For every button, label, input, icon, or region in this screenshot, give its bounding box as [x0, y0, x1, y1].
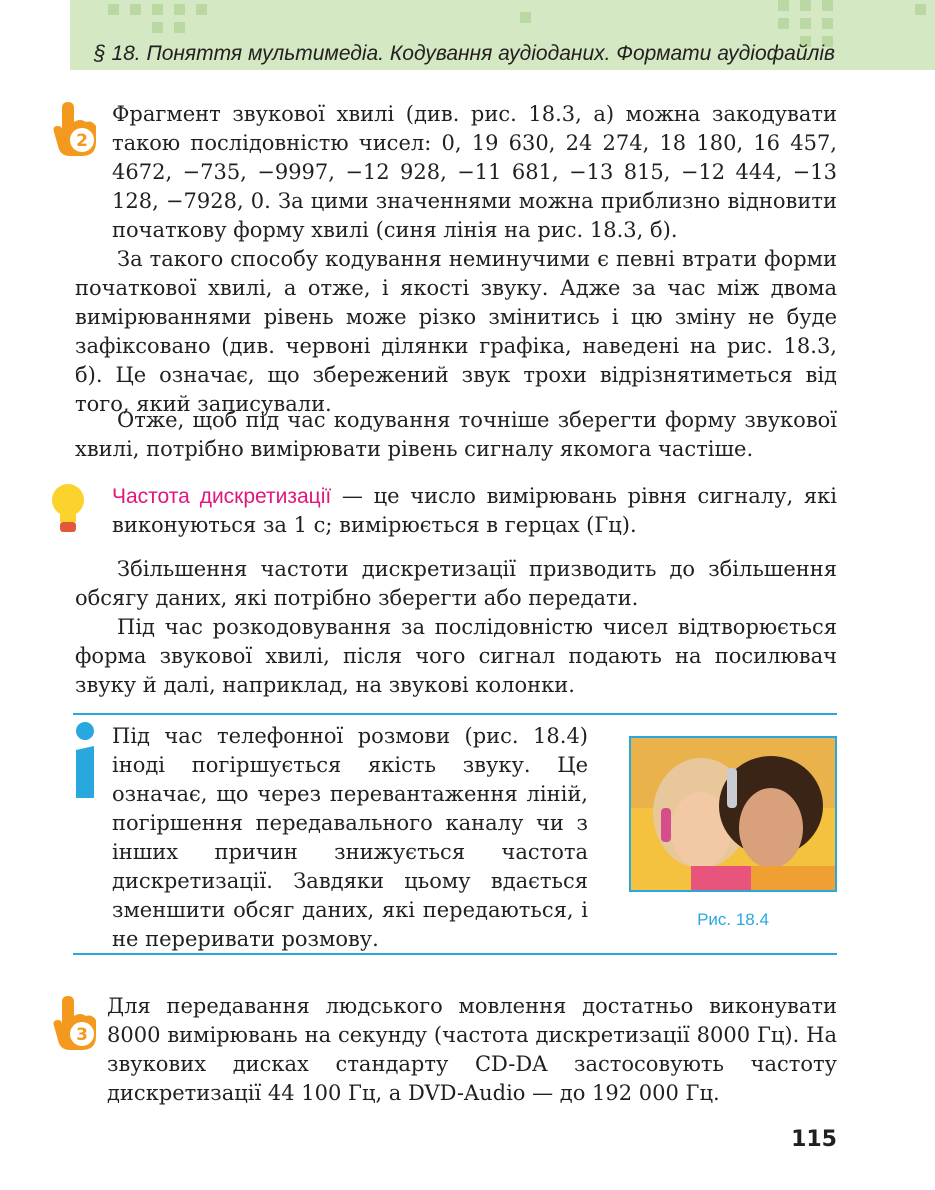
info-text: Під час телефонної розмови (рис. 18.4) іноді погіршується якість звуку. Це означає, що через перевантаження ліній, погіршення передавального каналу чи з інших причин знижується частота дискретизації. Завдяки цьому вдається зменшити обсяг даних, які передаються, і не переривати розмову. — [112, 724, 588, 951]
definition-term: Частота дискретизації — [112, 485, 332, 508]
hand-pointer-3-icon — [52, 994, 100, 1054]
definition-text: — це число вимірювань рівня сигналу, які виконуються за 1 с; вимірюється в герцах (Гц). — [112, 484, 837, 537]
figure-caption: Рис. 18.4 — [697, 910, 769, 929]
paragraph-1: Фрагмент звукової хвилі (див. рис. 18.3, а) можна закодувати такою послідовністю чисел: 0, 19 630, 24 274, 18 180, 16 457, 4672, −735, −9997, −12 928, −11 681, −13 815, −12 444, −13 128, −7928, 0. За цими значеннями можна приблизно відновити початкову форму хвилі (синя лінія на рис. 18.3, б). — [112, 102, 837, 242]
info-icon — [72, 722, 98, 798]
lightbulb-icon — [52, 482, 84, 534]
photo-girls-phone — [629, 736, 837, 892]
chapter-title: § 18. Поняття мультимедіа. Кодування аудіоданих. Формати аудіофайлів — [93, 42, 835, 65]
definition — [112, 482, 837, 540]
step3-text: Для передавання людського мовлення достатньо виконувати 8000 вимірювань на секунду (частота дискретизації 8000 Гц). На звукових дисках стандарту CD-DA застосовують частоту дискретизації 44 100 Гц, а DVD-Audio — до 192 000 Гц. — [107, 994, 837, 1105]
svg-text:2: 2 — [76, 131, 88, 151]
svg-text:3: 3 — [76, 1025, 88, 1045]
info-box-bottom-rule — [73, 953, 837, 955]
paragraph-3: Отже, щоб під час кодування точніше зберегти форму звукової хвилі, потрібно вимірювати рівень сигналу якомога частіше. — [75, 408, 837, 461]
paragraph-2: За такого способу кодування неминучими є певні втрати форми початкової хвилі, а отже, і якості звуку. Адже за час між двома вимірюваннями рівень може різко змінитись і цю зміну не буде зафіксовано (див. червоні ділянки графіка, наведені на рис. 18.3, б). Це означає, що збережений звук трохи відрізнятиметься від того, який записували. — [75, 247, 837, 416]
page-number: 115 — [791, 1127, 837, 1152]
hand-pointer-2-icon — [52, 100, 100, 160]
info-box-top-rule — [73, 713, 837, 715]
paragraph-5: Під час розкодовування за послідовністю чисел відтворюється форма звукової хвилі, після чого сигнал подають на посилювач звуку й далі, наприклад, на звукові колонки. — [75, 615, 837, 697]
paragraph-4: Збільшення частоти дискретизації призводить до збільшення обсягу даних, які потрібно зберегти або передати. — [75, 557, 837, 610]
